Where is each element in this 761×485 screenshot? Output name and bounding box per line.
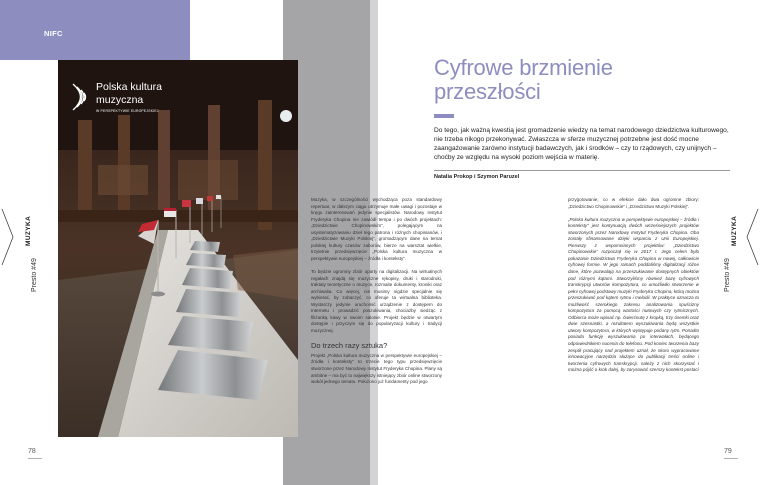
col1-paragraph-2: To będzie ogromny zbiór oparty na digitalizacji. Na wirtualnych regałach znajdą się muzyczne rękopisy, druki i starodruki, traktaty teoretyczne o muzyce, rozmaite dokumenty, kroniki oraz archiwalia. Co więcej, nie musimy nigdzie specjalnie się wybierać, by zobaczyć, co oferuje ta wirtualna biblioteka. Wystarczy jedynie uruchomić urządzenie z dostępem do Internetu i prowadzić poszukiwania, chociażby siedząc z filiżanką kawy w swoim salonie. Projekt będzie w otwartym dostępie i przyczyni się do popularyzacji kultury i tradycji muzycznej. <box>311 268 442 333</box>
col1-paragraph-3: Projekt „Polska kultura muzyczna w perspektywie europejskiej – źródła i konteksty” to trzecie tego typu przedsięwzięcie stworzone przez Narodowy Instytut Fryderyka Chopina. Plany są ambitne – ma być to największy istniejący zbiór online stworzony wokół jednego tematu. Położono już fundamenty pod jego <box>311 352 442 385</box>
right-side-issue: Presto #49 <box>724 258 731 292</box>
authors-top-rule <box>434 170 730 171</box>
section-label: NIFC <box>44 29 63 38</box>
col2-paragraph-2: „Polska kultura muzyczna w perspektywie europejskiej – źródła i konteksty” jest kontynuacją dwóch wcześniejszych projektów stworzonych przez Narodowy Instytut Fryderyka Chopina. Oba zostały sfinansowane dzięki wsparciu z Unii Europejskiej. Pierwszy z wspomnianych projektów: „Dziedzictwo Chopinowskie” rozpoczął się w 2017 r. Jego celem było pokazanie Dziedzictwa Fryderyka Chopina w nowej, całkowicie cyfrowej formie. W jego ramach poddaliśmy digitalizacji różne dane, które pozwalają na przeszukiwanie dostępnych obiektów pod różnymi kątami. Stworzyliśmy również bazę cyfrowych transkrypcji utworów kompozytora, co umożliwiło stworzenie w pełni cyfrowej podstawy muzyki Fryderyka Chopina, którą można przeszukiwać pod kątem rytmu i melodii. W praktyce oznacza to możliwość szerokiego zakresu analizowania spuścizny kompozytora za pomocą wartości nutowych czy rytmicznych. Odbiorca może wpisać np. ćwierćnutę z kropką, trzy ósemki oraz dwie szesnastki, a rezultatem wyszukiwania będą wszystkie utwory kompozytora, w których występuje podany rytm. Ponadto posiada funkcję wyszukiwania po interwałach, będącego odpowiednikiem nucenia do telefonu. Pod koniec tworzenia bazy zespół pracujący nad projektem uznał, że skoro wypracowane innowacyjne narzędzia służące do publikacji treści online i tworzenia cyfrowych transkrypcji, należy z nich skorzystać i można pójść o krok dalej, by zarysować szerszy kontekst postaci <box>568 216 699 373</box>
logo-text-line1: Polska kultura <box>96 81 162 93</box>
chevron-right-icon <box>1 207 15 267</box>
article-title-line2: przeszłości <box>434 79 541 104</box>
right-side-tab <box>745 207 759 267</box>
right-side-section: MUZYKA <box>731 215 738 246</box>
left-page-number-rule <box>28 458 42 459</box>
logo-text-line3: W PERSPEKTYWIE EUROPEJSKIEJ <box>96 109 159 113</box>
text-column-2 <box>568 197 699 380</box>
article-authors: Natalia Prokop i Szymon Paruzel <box>434 174 520 180</box>
left-side-tab <box>1 207 15 267</box>
col1-paragraph-1: Muzyka, w szczególności wychodząca poza standardowy repertuar, w dalszym ciągu utrzymuje małe uwagi i pozostaje w kręgu zainteresowań jedynie specjalistów. Narodowy Instytut Fryderyka Chopina nie zawiódł tempa i po dwóch projektach: „Dziedzictwie Chopinowskim”, polegającym na usystematyzowaniu dzieł tego patrona i różnych chopinianów, i „Dziedzictwie Muzyki Polskiej”, gromadzącym dane na temat polskiej kultury czasów zaborów, bierze na warsztat wielkie, trzyletnie przedsięwzięcie „Polska kultura muzyczna w perspektywie europejskiej – źródła i konteksty”. <box>311 197 442 261</box>
left-side-section: MUZYKA <box>25 215 32 246</box>
article-lead: Do tego, jak ważną kwestią jest gromadzenie wiedzy na temat narodowego dziedzictwa kulturowego, nie trzeba nikogo przekonywać. Zwłaszcza w sferze muzycznej potrzebne jest dość mocne zaangażowanie zarówno instytucji badawczych, jak i środków – czy to rządowych, czy unijnych – choćby ze względu na wysoki poziom wejścia w materię. <box>434 127 729 161</box>
article-title-line1: Cyfrowe brzmienie <box>434 55 613 80</box>
soundwave-logo-icon <box>70 80 92 114</box>
right-page-number-rule <box>724 458 738 459</box>
lead-accent-bar <box>434 114 454 118</box>
left-page-number: 78 <box>28 448 36 455</box>
chevron-left-icon <box>745 207 759 267</box>
article-title <box>434 56 613 104</box>
text-column-1 <box>311 197 442 392</box>
col1-heading: Do trzech razy sztuka? <box>311 340 388 350</box>
right-page-number: 79 <box>724 448 732 455</box>
project-logo <box>70 78 190 118</box>
col2-paragraph-1: przygotowanie, co w efekcie dało dwa ogromne zbiory: „Dziedzictwo Chopinowskie” i „Dziedzictwo Muzyki Polskiej”. <box>568 197 699 209</box>
header-color-block <box>0 0 190 60</box>
left-side-issue: Presto #49 <box>31 258 38 292</box>
logo-text-line2: muzyczna <box>96 94 144 106</box>
